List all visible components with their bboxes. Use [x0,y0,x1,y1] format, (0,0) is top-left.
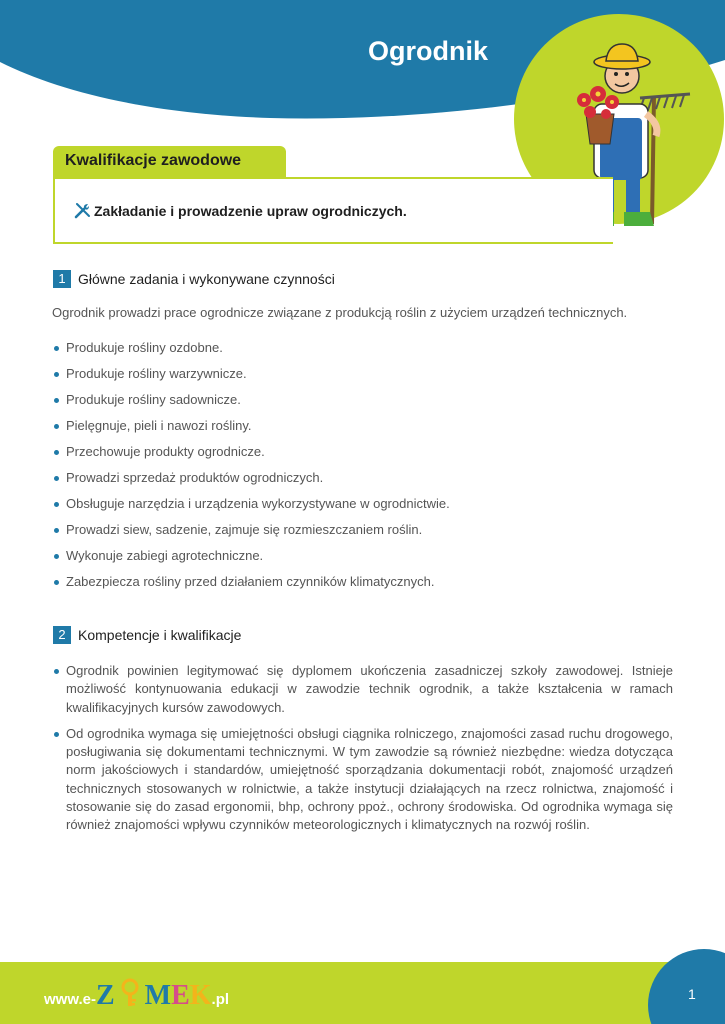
qualifications-heading: Kwalifikacje zawodowe [65,152,242,169]
key-logo-icon [115,978,145,1008]
list-item: Zabezpiecza rośliny przed działaniem czynników klimatycznych. [53,573,450,599]
logo-letter-k: K [189,980,212,1011]
section-1-number: 1 [53,270,71,288]
logo-letter-m: M [144,980,172,1011]
qualifications-tab [53,146,286,178]
qualification-item: Zakładanie i prowadzenie upraw ogrodniczych. [94,203,407,219]
competences-list [53,662,673,843]
list-item: Pielęgnuje, pieli i nawozi rośliny. [53,417,450,443]
logo-prefix: www.e- [44,991,96,1008]
tasks-list [53,339,450,599]
list-item: Wykonuje zabiegi agrotechniczne. [53,547,450,573]
list-item: Od ogrodnika wymaga się umiejętności obsługi ciągnika rolniczego, znajomości zasad ruchu drogowego, posługiwania się dokumentami technicznymi. W tym zawodzie są również niezbędne: wiedza dotycząca norm jakościowych i standardów, umiejętność sporządzania dokumentacji robót, znajomość urządzeń technicznych stosowanych w rolnictwie, a także instytucji działających na rzecz rolnictwa, znajomość i stosowanie się do zasad ergonomii, bhp, ochrony ppoż., ochrony środowiska. Od ogrodnika wymaga się również znajomości wpływu czynników meteorologicznych i klimatycznych na rozwój roślin. [53,725,673,835]
page-title: Ogrodnik [368,36,488,66]
list-item: Prowadzi sprzedaż produktów ogrodniczych. [53,469,450,495]
tools-icon [74,202,91,219]
list-item: Produkuje rośliny ozdobne. [53,339,450,365]
list-item: Produkuje rośliny warzywnicze. [53,365,450,391]
list-item: Produkuje rośliny sadownicze. [53,391,450,417]
section-1-title: Główne zadania i wykonywane czynności [78,271,335,287]
page-number-circle [648,949,725,1024]
list-item: Ogrodnik powinien legitymować się dyplomem ukończenia zasadniczej szkoły zawodowej. Istnieje możliwość kontynuowania edukacji w zawodzie technik ogrodnik, a także kształcenia w ramach kwalifikacyjnych kursów zawodowych. [53,662,673,717]
site-logo-link[interactable] [44,978,229,1014]
logo-suffix: .pl [211,991,230,1008]
section-1-header [53,270,335,288]
list-item: Przechowuje produkty ogrodnicze. [53,443,450,469]
section-2-header [53,626,241,644]
section-2-title: Kompetencje i kwalifikacje [78,627,242,643]
list-item: Prowadzi siew, sadzenie, zajmuje się rozmieszczaniem roślin. [53,521,450,547]
section-1-intro: Ogrodnik prowadzi prace ogrodnicze związane z produkcją roślin z użyciem urządzeń technicznych. [52,305,628,320]
page-number: 1 [688,986,696,1002]
logo-letter-e: E [171,980,190,1011]
section-2-number: 2 [53,626,71,644]
logo-letter-z: Z [95,980,115,1011]
list-item: Obsługuje narzędzia i urządzenia wykorzystywane w ogrodnictwie. [53,495,450,521]
